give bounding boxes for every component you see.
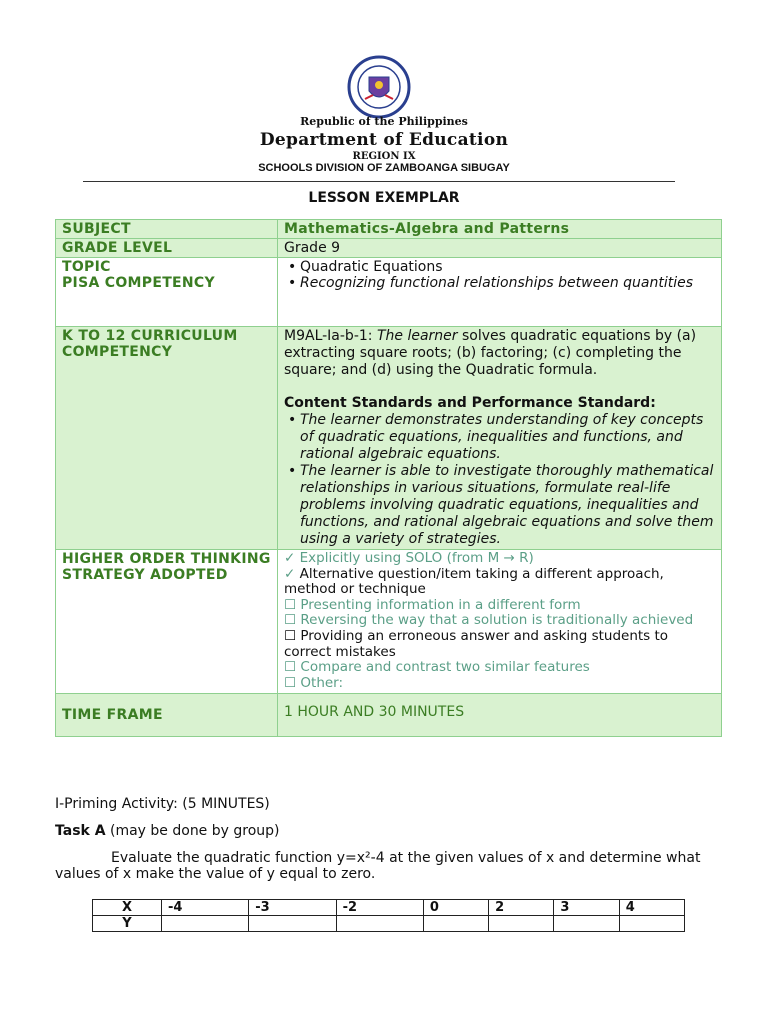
hots-option-compare: ☐ Compare and contrast two similar features	[284, 659, 590, 676]
k12-learner: The learner	[376, 328, 458, 344]
y-header: Y	[93, 916, 162, 932]
grade-label: GRADE LEVEL	[56, 239, 278, 258]
y-cell[interactable]	[162, 916, 249, 932]
lesson-table	[55, 219, 722, 737]
y-cell[interactable]	[489, 916, 554, 932]
topic-value: • Quadratic Equations	[300, 259, 715, 275]
hots-option-presenting: ☐ Presenting information in a different form	[284, 596, 581, 613]
hots-row	[56, 550, 722, 694]
hots-options	[278, 550, 722, 694]
y-row	[93, 916, 685, 932]
priming-activity: I-Priming Activity: (5 MINUTES)	[55, 796, 270, 812]
y-cell[interactable]	[249, 916, 336, 932]
region-line: REGION IX	[352, 151, 416, 162]
x-cell: 0	[423, 900, 488, 916]
topic-label-cell	[56, 258, 278, 327]
header-divider	[83, 181, 675, 182]
time-row	[56, 694, 722, 737]
task-a	[55, 823, 280, 839]
standards-heading: Content Standards and Performance Standard:	[284, 395, 656, 411]
task-a-note: (may be done by group)	[105, 823, 280, 839]
hots-option-alternative: ✓ Alternative question/item taking a different approach, method or technique	[284, 565, 664, 598]
k12-value-cell	[278, 327, 722, 550]
y-cell[interactable]	[554, 916, 619, 932]
hots-option-solo: ✓ Explicitly using SOLO (from M → R)	[284, 550, 534, 566]
department-name: Department of Education	[259, 130, 509, 150]
hots-option-alternative-text: Alternative question/item taking a different approach, method or technique	[284, 565, 664, 598]
y-cell[interactable]	[423, 916, 488, 932]
topic-value-cell	[278, 258, 722, 327]
deped-seal-logo	[347, 55, 411, 119]
x-cell: -2	[336, 900, 423, 916]
pisa-value: • Recognizing functional relationships between quantities	[300, 275, 715, 291]
topic-label: TOPIC	[62, 259, 111, 275]
x-header: X	[93, 900, 162, 916]
instruction-text: Evaluate the quadratic function y=x²-4 at the given values of x and determine what values of x make the value of y equal to zero.	[55, 850, 701, 882]
hots-option-reversing: ☐ Reversing the way that a solution is traditionally achieved	[284, 612, 694, 629]
k12-description: solves quadratic equations by (a) extracting square roots; (b) factoring; (c) completing the square; and (d) using the Quadratic formula.	[284, 328, 697, 378]
topic-row	[56, 258, 722, 327]
x-row	[93, 900, 685, 916]
hots-option-erroneous: ☐ Providing an erroneous answer and asking students to correct mistakes	[284, 627, 669, 660]
k12-label: K TO 12 CURRICULUM COMPETENCY	[56, 327, 278, 550]
k12-competency	[284, 328, 715, 379]
x-cell: 3	[554, 900, 619, 916]
k12-row	[56, 327, 722, 550]
republic-line: Republic of the Philippines	[300, 115, 468, 128]
x-cell: -3	[249, 900, 336, 916]
task-a-label: Task A	[55, 823, 106, 839]
x-cell: 2	[489, 900, 554, 916]
grade-row	[56, 239, 722, 258]
y-cell[interactable]	[619, 916, 684, 932]
subject-label: SUBJECT	[56, 220, 278, 239]
grade-value: Grade 9	[278, 239, 722, 258]
subject-value: Mathematics-Algebra and Patterns	[278, 220, 722, 239]
y-cell[interactable]	[336, 916, 423, 932]
subject-row	[56, 220, 722, 239]
xy-table	[92, 899, 685, 932]
performance-standard: • The learner is able to investigate thoroughly mathematical relationships in various situations, formulate real-life problems involving quadratic equations, inequalities and functions, and rational algebraic equations and solve them using a variety of strategies.	[300, 463, 715, 548]
time-value: 1 HOUR AND 30 MINUTES	[278, 694, 722, 737]
division-line: SCHOOLS DIVISION OF ZAMBOANGA SIBUGAY	[258, 162, 510, 174]
time-label: TIME FRAME	[56, 694, 278, 737]
content-standard: • The learner demonstrates understanding of key concepts of quadratic equations, inequalities and functions, and rational algebraic equations.	[300, 412, 715, 463]
x-cell: -4	[162, 900, 249, 916]
hots-label: HIGHER ORDER THINKING STRATEGY ADOPTED	[56, 550, 278, 694]
x-cell: 4	[619, 900, 684, 916]
hots-option-other: ☐ Other:	[284, 674, 344, 691]
page-title: LESSON EXEMPLAR	[308, 190, 460, 206]
pisa-label: PISA COMPETENCY	[62, 275, 215, 291]
k12-code: M9AL-Ia-b-1:	[284, 328, 377, 344]
